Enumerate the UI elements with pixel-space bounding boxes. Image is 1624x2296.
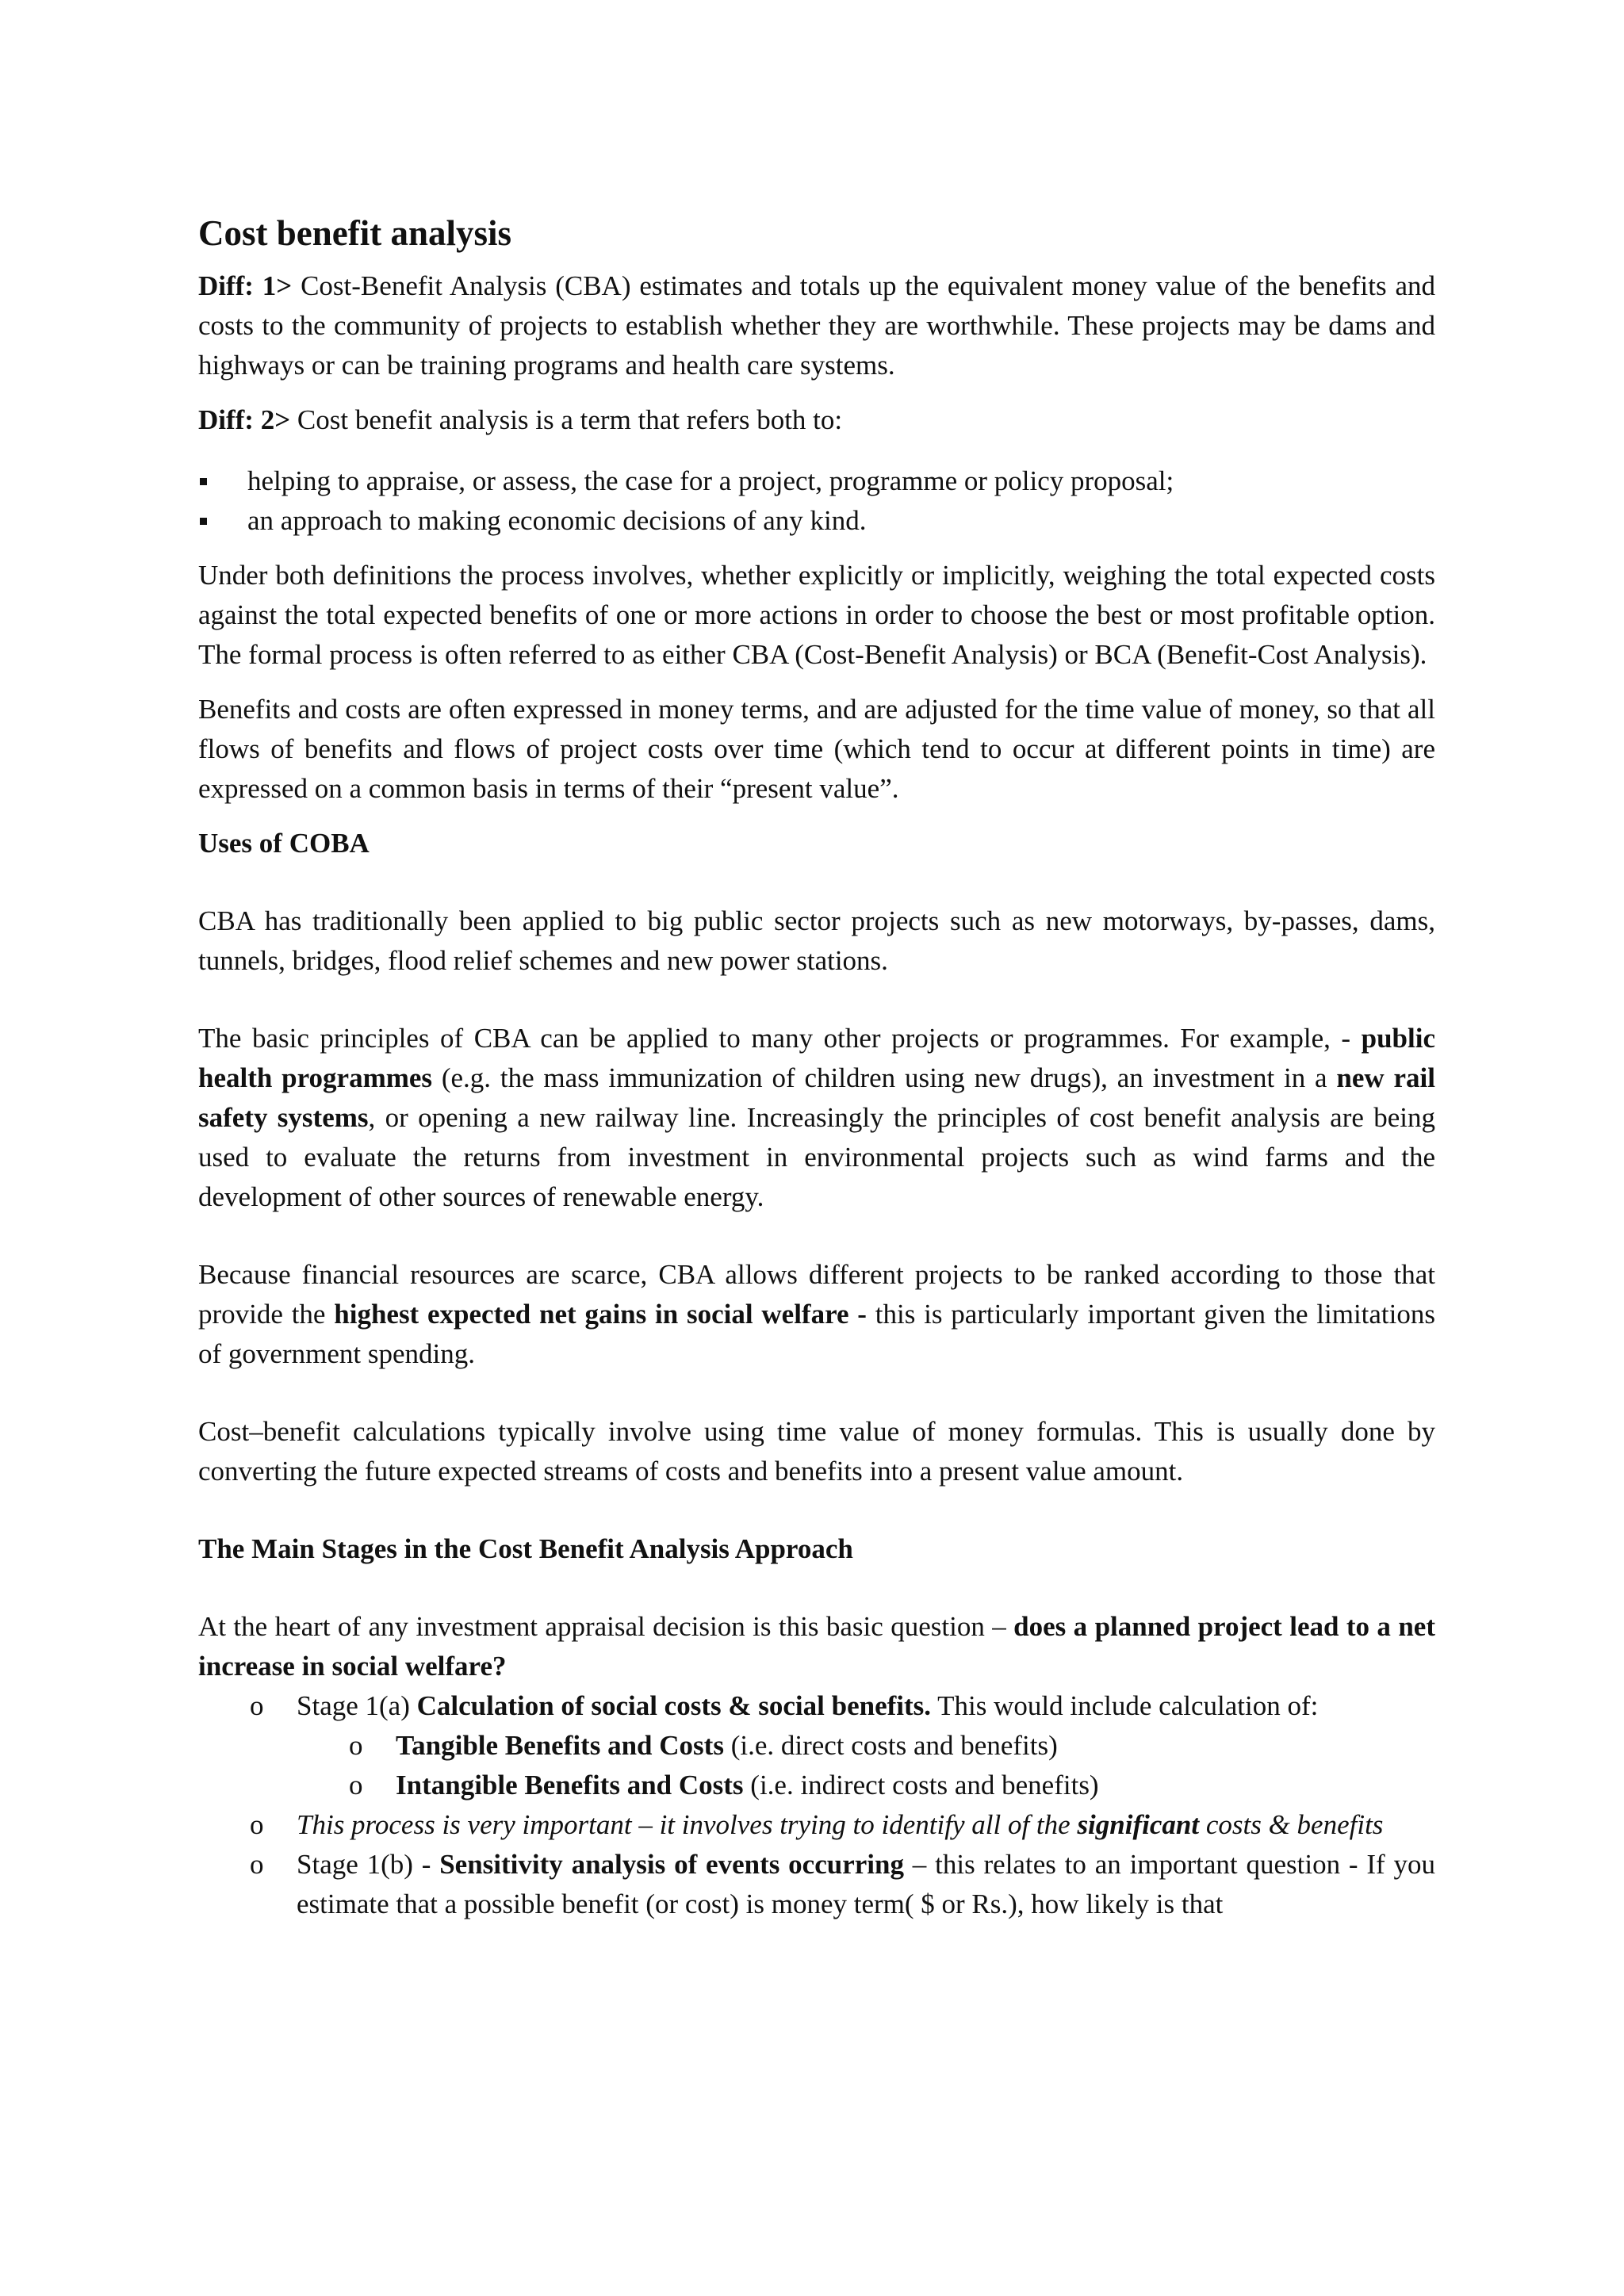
diff1-label: Diff: 1> — [198, 270, 293, 301]
diff1-text: Cost-Benefit Analysis (CBA) estimates and totals up the equivalent money value of the benefits and costs to the community of projects to establish whether they are worthwhile. These projects may be dams and highways or can be training programs and health care systems. — [198, 270, 1435, 381]
money-terms-paragraph: Benefits and costs are often expressed in money terms, and are adjusted for the time value of money, so that all flows of benefits and flows of project costs over time (which tend to occur at different points in time) are expressed on a common basis in terms of their “present value”. — [198, 694, 1435, 804]
diff2-text: Cost benefit analysis is a term that refers both to: — [290, 404, 843, 435]
list-item-process-note: o This process is very important – it involves trying to identify all of the significant costs & benefits — [198, 1805, 1435, 1845]
stage-1a-sublist — [297, 1726, 1435, 1805]
definition-bullet-list — [198, 461, 1435, 541]
square-bullet-icon — [200, 518, 207, 525]
stages-list — [198, 1686, 1435, 1924]
list-item-stage-1a: o Stage 1(a) Calculation of social costs & social benefits. This would include calculation of: o Tangible Benefits and Costs (i.e. direct costs and benefits) o Intangible Benefits and Costs (i.e. indirect costs and benefits) — [198, 1686, 1435, 1805]
list-item: an approach to making economic decisions of any kind. — [198, 501, 1435, 541]
heart-question-paragraph: At the heart of any investment appraisal decision is this basic question – does a planned project lead to a net increase in social welfare? — [198, 1611, 1435, 1682]
uses-heading: Uses of COBA — [198, 828, 370, 859]
page-title: Cost benefit analysis — [198, 213, 512, 253]
square-bullet-icon — [200, 478, 207, 485]
circle-bullet-icon: o — [250, 1849, 264, 1880]
circle-bullet-icon: o — [349, 1770, 363, 1800]
circle-bullet-icon: o — [349, 1730, 363, 1761]
list-item: o Tangible Benefits and Costs (i.e. direct costs and benefits) — [297, 1726, 1435, 1766]
circle-bullet-icon: o — [250, 1690, 264, 1721]
principles-paragraph: The basic principles of CBA can be applied to many other projects or programmes. For example, - public health programmes (e.g. the mass immunization of children using new drugs), an investment in a new rail safety systems, or opening a new railway line. Increasingly the principles of cost benefit analysis are being used to evaluate the returns from investment in environmental projects such as wind farms and the development of other sources of renewable energy. — [198, 1023, 1435, 1212]
circle-bullet-icon: o — [250, 1809, 264, 1840]
list-item-stage-1b: o Stage 1(b) - Sensitivity analysis of events occurring – this relates to an important question - If you estimate that a possible benefit (or cost) is money term( $ or Rs.), how likely is that — [198, 1845, 1435, 1924]
diff2-paragraph — [198, 400, 1435, 440]
traditional-paragraph: CBA has traditionally been applied to big public sector projects such as new motorways, by-passes, dams, tunnels, bridges, flood relief schemes and new power stations. — [198, 905, 1435, 976]
list-item: helping to appraise, or assess, the case for a project, programme or policy proposal; — [198, 461, 1435, 501]
list-item: o Intangible Benefits and Costs (i.e. indirect costs and benefits) — [297, 1766, 1435, 1805]
under-both-paragraph: Under both definitions the process involves, whether explicitly or implicitly, weighing the total expected costs against the total expected benefits of one or more actions in order to choose the best or most profitable option. The formal process is often referred to as either CBA (Cost-Benefit Analysis) or BCA (Benefit-Cost Analysis). — [198, 560, 1435, 670]
diff2-label: Diff: 2> — [198, 404, 291, 435]
stages-heading: The Main Stages in the Cost Benefit Analysis Approach — [198, 1533, 853, 1564]
calculations-paragraph: Cost–benefit calculations typically involve using time value of money formulas. This is usually done by converting the future expected streams of costs and benefits into a present value amount. — [198, 1416, 1435, 1487]
scarce-resources-paragraph: Because financial resources are scarce, CBA allows different projects to be ranked according to those that provide the highest expected net gains in social welfare - this is particularly important given the limitations of government spending. — [198, 1259, 1435, 1369]
diff1-paragraph — [198, 266, 1435, 385]
document-page — [198, 208, 1435, 1924]
